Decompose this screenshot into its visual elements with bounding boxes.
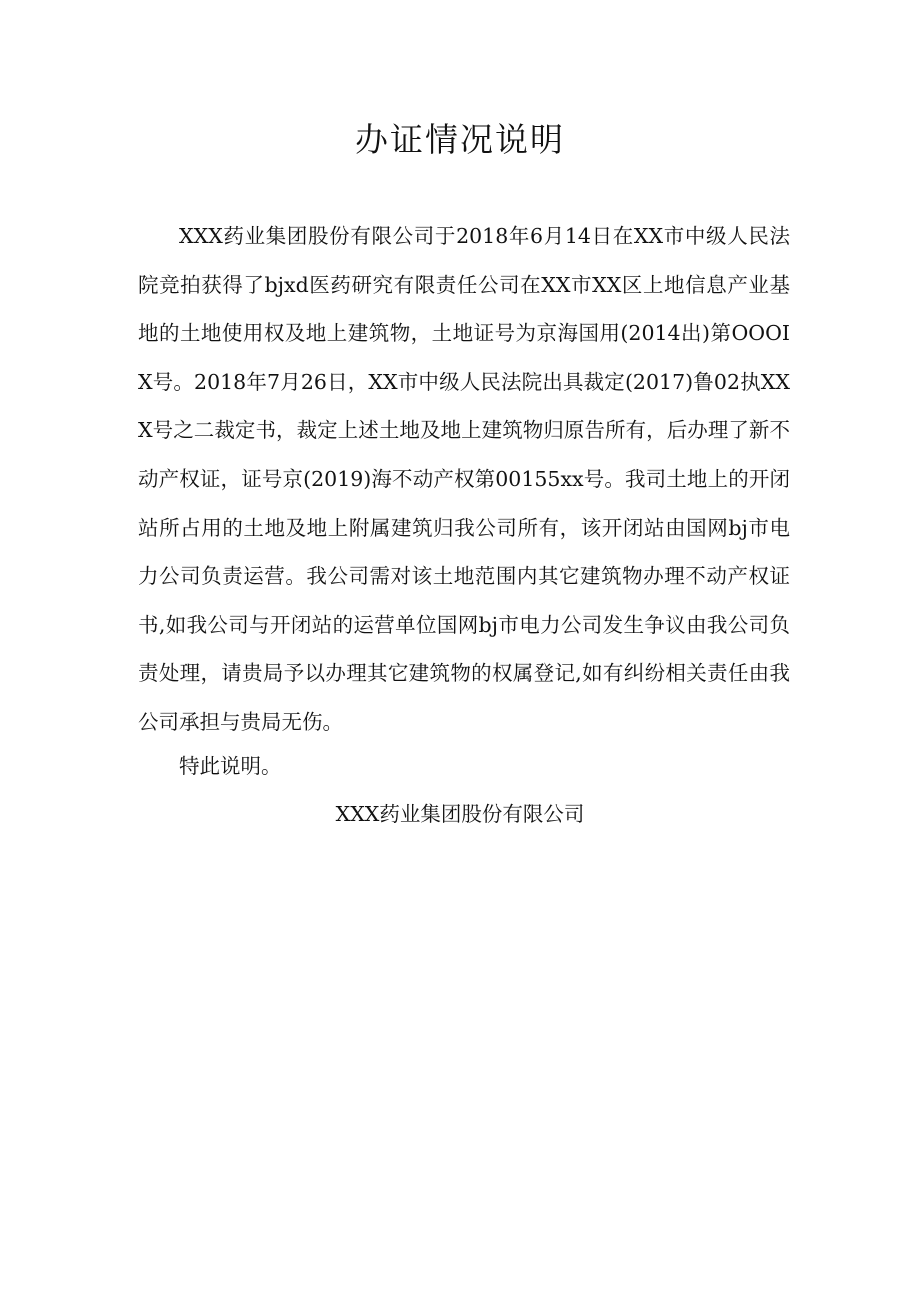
document-title: 办证情况说明: [355, 120, 565, 159]
document-body-paragraph: XXX药业集团股份有限公司于2018年6月14日在XX市中级人民法院竞拍获得了bjxd医药研究有限责任公司在XX市XX区上地信息产业基地的土地使用权及地上建筑物，土地证号为京海国用(2014出)第OOOIX号。2018年7月26日，XX市中级人民法院出具裁定(2017)鲁02执XXX号之二裁定书，裁定上述土地及地上建筑物归原告所有，后办理了新不动产权证，证号京(2019)海不动产权第00155xx号。我司土地上的开闭站所占用的土地及地上附属建筑归我公司所有，该开闭站由国网bj市电力公司负责运营。我公司需对该土地范围内其它建筑物办理不动产权证书,如我公司与开闭站的运营单位国网bj市电力公司发生争议由我公司负责处理，请贵局予以办理其它建筑物的权属登记,如有纠纷相关责任由我公司承担与贵局无伤。: [138, 224, 790, 734]
document-closing: 特此说明。: [179, 754, 282, 778]
document-signature: XXX药业集团股份有限公司: [335, 802, 585, 826]
